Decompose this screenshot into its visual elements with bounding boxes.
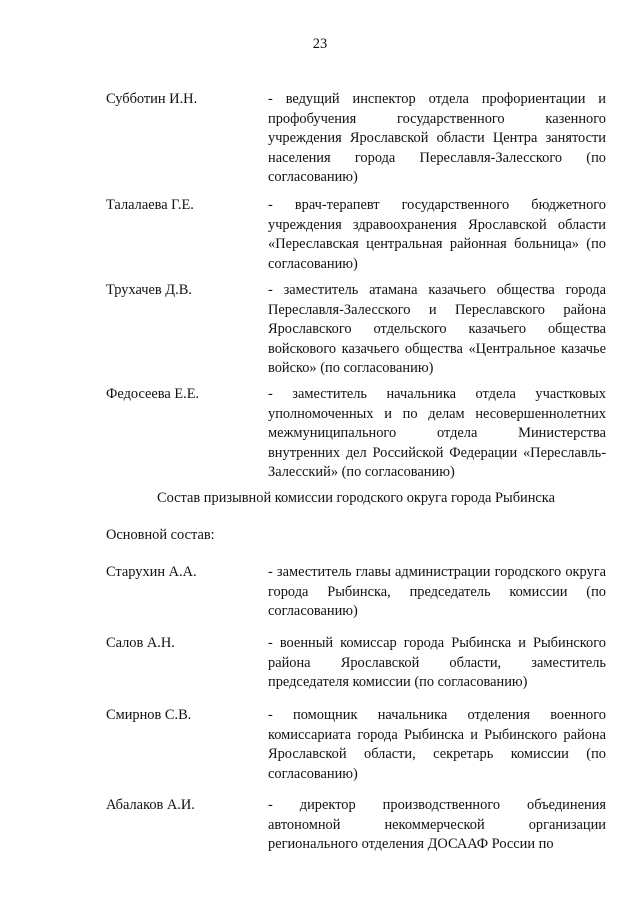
- member-role: - заместитель начальника отдела участковых уполномоченных и по делам несовершеннолетних межмуниципального отдела Министерства внутренних дел Российской Федерации «Переславль-Залесский» (по согласованию): [268, 386, 606, 481]
- member-name: Салов А.Н.: [106, 635, 175, 651]
- member-role: - заместитель атамана казачьего общества города Переславля-Залесского и Переславского района Ярославского отдельского казачьего общества войскового казачьего общества «Центральное казачье войско» (по согласованию): [268, 282, 606, 377]
- member-name: Талалаева Г.Е.: [106, 197, 194, 213]
- subheading: Основной состав:: [106, 527, 215, 543]
- member-name: Смирнов С.В.: [106, 707, 192, 723]
- member-role: - помощник начальника отделения военного комиссариата города Рыбинска и Рыбинского района Ярославской области, секретарь комиссии (по согласованию): [268, 707, 606, 782]
- member-name: Абалаков А.И.: [106, 797, 195, 813]
- member-name: Старухин А.А.: [106, 564, 197, 580]
- member-role: - военный комиссар города Рыбинска и Рыбинского района Ярославской области, заместитель председателя комиссии (по согласованию): [268, 635, 606, 691]
- member-role: - заместитель главы администрации городского округа города Рыбинска, председатель комиссии (по согласованию): [268, 564, 606, 620]
- member-role: - ведущий инспектор отдела профориентации и профобучения государственного казенного учреждения Ярославской области Центра занятости населения города Переславля-Залесского (по согласованию): [268, 91, 606, 186]
- member-role: - врач-терапевт государственного бюджетного учреждения здравоохранения Ярославской области «Переславская центральная районная больница» (по согласованию): [268, 197, 606, 272]
- member-name: Федосеева Е.Е.: [106, 386, 200, 402]
- member-name: Субботин И.Н.: [106, 91, 198, 107]
- section-heading: Состав призывной комиссии городского округа города Рыбинска: [157, 490, 555, 506]
- member-name: Трухачев Д.В.: [106, 282, 192, 298]
- member-role: - директор производственного объединения автономной некоммерческой организации регионального отделения ДОСААФ России по: [268, 797, 606, 853]
- page-number: 23: [312, 36, 328, 52]
